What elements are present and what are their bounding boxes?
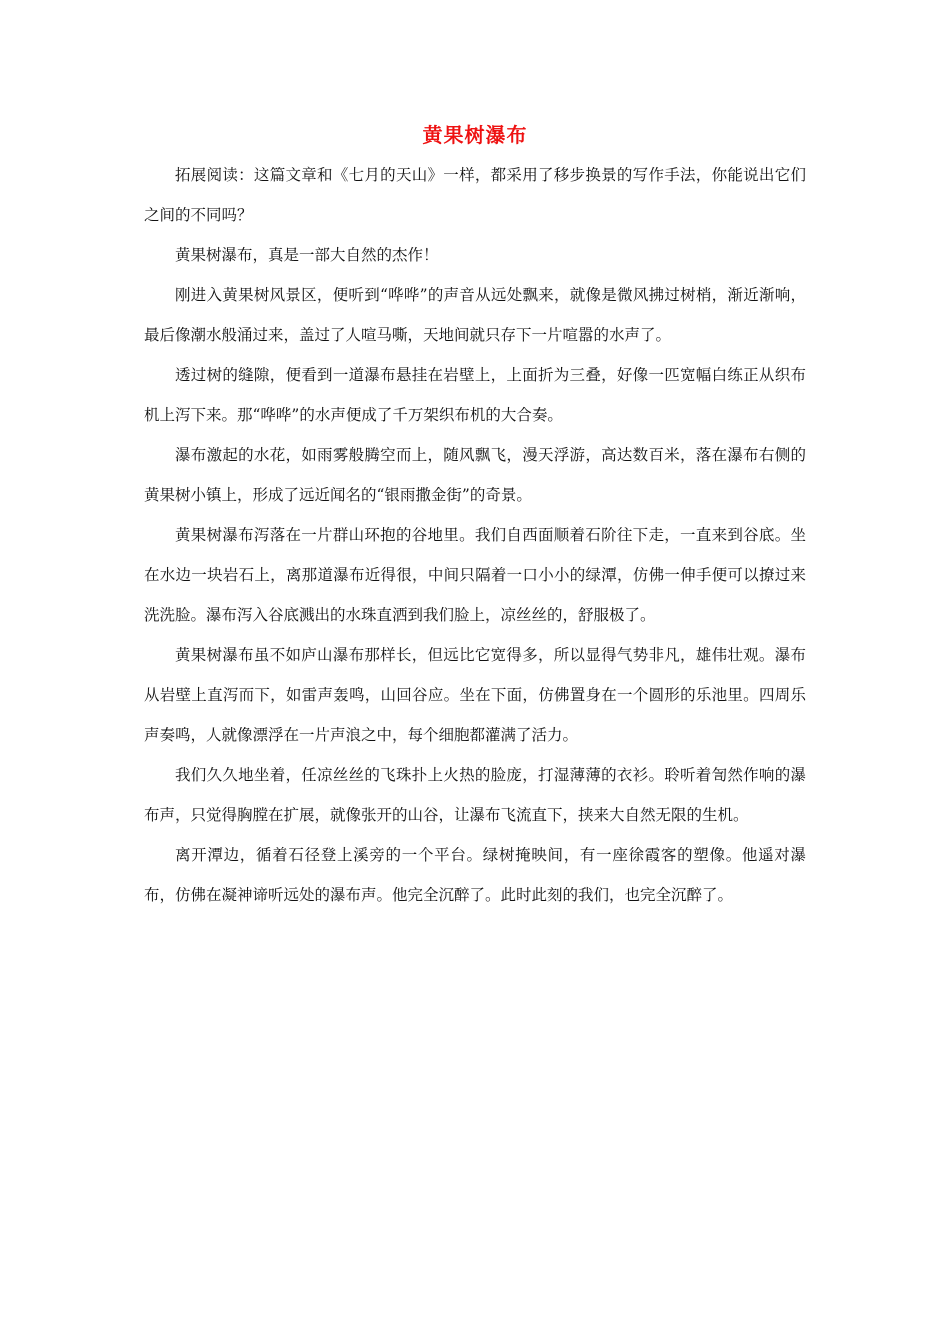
article-body [144, 155, 806, 915]
paragraph-2: 刚进入黄果树风景区，便听到“哗哗”的声音从远处飘来，就像是微风拂过树梢，渐近渐响，最后像潮水般涌过来，盖过了人喧马嘶，天地间就只存下一片喧嚣的水声了。 [144, 286, 806, 344]
paragraph-3: 透过树的缝隙，便看到一道瀑布悬挂在岩壁上，上面折为三叠，好像一匹宽幅白练正从织布机上泻下来。那“哗哗”的水声便成了千万架织布机的大合奏。 [144, 366, 806, 424]
paragraph-8: 离开潭边，循着石径登上溪旁的一个平台。绿树掩映间，有一座徐霞客的塑像。他遥对瀑布，仿佛在凝神谛听远处的瀑布声。他完全沉醉了。此时此刻的我们，也完全沉醉了。 [144, 846, 806, 904]
paragraph-1: 黄果树瀑布，真是一部大自然的杰作！ [175, 246, 439, 264]
paragraph-5: 黄果树瀑布泻落在一片群山环抱的谷地里。我们自西面顺着石阶往下走，一直来到谷底。坐在水边一块岩石上，离那道瀑布近得很，中间只隔着一口小小的绿潭，仿佛一伸手便可以撩过来洗洗脸。瀑布泻入谷底溅出的水珠直洒到我们脸上，凉丝丝的，舒服极了。 [144, 526, 806, 624]
paragraph-reading-prompt: 拓展阅读：这篇文章和《七月的天山》一样，都采用了移步换景的写作手法，你能说出它们之间的不同吗？ [144, 166, 806, 224]
paragraph-7: 我们久久地坐着，任凉丝丝的飞珠扑上火热的脸庞，打湿薄薄的衣衫。聆听着訇然作响的瀑布声，只觉得胸膛在扩展，就像张开的山谷，让瀑布飞流直下，挟来大自然无限的生机。 [144, 766, 806, 824]
paragraph-6: 黄果树瀑布虽不如庐山瀑布那样长，但远比它宽得多，所以显得气势非凡，雄伟壮观。瀑布从岩壁上直泻而下，如雷声轰鸣，山回谷应。坐在下面，仿佛置身在一个圆形的乐池里。四周乐声奏鸣，人就像漂浮在一片声浪之中，每个细胞都灌满了活力。 [144, 646, 806, 744]
paragraph-4: 瀑布激起的水花，如雨雾般腾空而上，随风飘飞，漫天浮游，高达数百米，落在瀑布右侧的黄果树小镇上，形成了远近闻名的“银雨撒金街”的奇景。 [144, 446, 806, 504]
page-title: 黄果树瀑布 [422, 123, 528, 147]
